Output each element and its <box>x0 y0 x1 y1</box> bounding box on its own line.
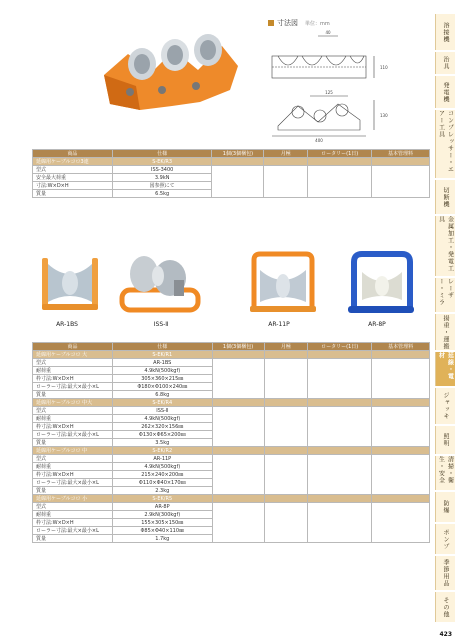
row-label: 枠寸法:W×D×H <box>33 471 113 479</box>
row-value: Φ180×Φ100×240㎜ <box>112 383 212 391</box>
row-label: ローラー寸法:最大×最小×L <box>33 527 113 535</box>
row-label: 質量 <box>33 487 113 495</box>
row-value: 4.9kN(500kgf) <box>112 367 212 375</box>
product-label-ar-1bs: AR-1BS <box>56 321 78 328</box>
triple-roller-spec-table <box>32 149 430 198</box>
dim-40: 40 <box>325 30 331 35</box>
row-label: ローラー寸法:最大×最小×L <box>33 431 113 439</box>
dimension-unit: 単位：mm <box>305 20 330 27</box>
row-value: 4.9kN(500kgf) <box>112 415 212 423</box>
section-code: S-EK/R2 <box>112 447 212 455</box>
row-label: 安全最大荷重 <box>33 174 113 182</box>
row-label: 質量 <box>33 391 113 399</box>
tab-lighting[interactable]: 照明 <box>435 426 455 454</box>
page-number: 423 <box>439 631 452 638</box>
tab-compressor[interactable]: コンプレッサー・エアー工具 <box>435 110 455 178</box>
tab-other[interactable]: その他 <box>435 592 455 622</box>
table-row <box>33 359 430 367</box>
row-label: 型式 <box>33 503 113 511</box>
tab-welding[interactable]: 溶接機 <box>435 14 455 50</box>
table-header-row <box>33 343 430 351</box>
dim-110: 110 <box>380 65 388 70</box>
section-row <box>33 158 430 166</box>
row-value: AR-11P <box>112 455 212 463</box>
tab-jack[interactable]: ジャッキ <box>435 388 455 424</box>
section-row <box>33 495 430 503</box>
header-cell: 1個(3個梱包) <box>212 343 264 351</box>
header-cell: 仕様 <box>112 343 212 351</box>
row-label: 型式 <box>33 359 113 367</box>
tab-seasonal[interactable]: 季節用品 <box>435 556 455 590</box>
tab-generator[interactable]: 発電機 <box>435 76 455 108</box>
section-code: S-EK/R4 <box>112 399 212 407</box>
tab-pump[interactable]: ポンプ <box>435 524 455 554</box>
tab-cutter[interactable]: 切断機 <box>435 180 455 214</box>
row-value: 6.8kg <box>112 391 212 399</box>
row-value: Φ85×Φ40×110㎜ <box>112 527 212 535</box>
dim-400: 400 <box>315 138 323 143</box>
row-value: Φ130×Φ65×200㎜ <box>112 431 212 439</box>
section-code: S-EK/R3 <box>112 158 212 166</box>
tab-metalwork[interactable]: 金属加工・発電工具 <box>435 216 455 276</box>
ar-11p-photo <box>246 250 320 318</box>
table-header-row <box>33 150 430 158</box>
cable-roller-spec-table <box>32 342 430 543</box>
product-label-ar-11p: AR-11P <box>268 321 290 328</box>
row-label: 耐荷重 <box>33 511 113 519</box>
row-value: 4.9kN(500kgf) <box>112 463 212 471</box>
row-value: 262×320×156㎜ <box>112 423 212 431</box>
row-label: 型式 <box>33 407 113 415</box>
row-label: 寸法:W×D×H <box>33 182 113 190</box>
row-value: 215×240×200㎜ <box>112 471 212 479</box>
tab-explosion-proof[interactable]: 防爆 <box>435 492 455 522</box>
row-label: 質量 <box>33 535 113 543</box>
section-row <box>33 351 430 359</box>
row-label: 型式 <box>33 455 113 463</box>
row-value: 155×305×150㎜ <box>112 519 212 527</box>
product-label-iss-ii: ISS-Ⅱ <box>153 321 169 328</box>
tab-laser[interactable]: レーザー・ミラ <box>435 278 455 312</box>
row-value: 1.7kg <box>112 535 212 543</box>
table-row <box>33 455 430 463</box>
header-cell: 1個(3個梱包) <box>212 150 264 158</box>
row-label: 耐荷重 <box>33 463 113 471</box>
row-value: 図参照にて <box>112 182 212 190</box>
section-row <box>33 447 430 455</box>
row-label: 枠寸法:W×D×H <box>33 519 113 527</box>
row-label: ローラー寸法:最大×最小×L <box>33 383 113 391</box>
iss-ii-photo <box>114 250 204 316</box>
header-cell: ロータリー(1日) <box>308 343 372 351</box>
dim-130: 130 <box>380 113 388 118</box>
row-value: ISS-Ⅱ <box>112 407 212 415</box>
section-name: 延線用ケーブルコロ 大 <box>33 351 113 359</box>
product-label-ar-8p: AR-8P <box>368 321 386 328</box>
ar-1bs-photo <box>36 250 104 316</box>
row-label: 型式 <box>33 166 113 174</box>
dimension-drawing <box>262 26 392 144</box>
row-value: 305×360×215㎜ <box>112 375 212 383</box>
row-label: 耐荷重 <box>33 367 113 375</box>
row-label: 質量 <box>33 439 113 447</box>
row-value: AR-8P <box>112 503 212 511</box>
tab-cleaning[interactable]: 清掃・衛生・安全 <box>435 456 455 490</box>
header-cell: 基本管理料 <box>372 150 430 158</box>
row-value: 6.5kg <box>112 190 212 198</box>
section-row <box>33 399 430 407</box>
header-cell: 月極 <box>264 343 308 351</box>
tab-jig[interactable]: 治具 <box>435 52 455 74</box>
tab-cable-electric[interactable]: 延線・電材 <box>435 352 455 386</box>
row-label: 枠寸法:W×D×H <box>33 423 113 431</box>
header-cell: 商品 <box>33 343 113 351</box>
row-value: Φ110×Φ40×170㎜ <box>112 479 212 487</box>
header-cell: 月極 <box>264 150 308 158</box>
section-name: 延線用ケーブルコロ 小 <box>33 495 113 503</box>
dim-125: 125 <box>325 90 333 95</box>
section-code: S-EK/R5 <box>112 495 212 503</box>
row-value: 2.9kN(300kgf) <box>112 511 212 519</box>
row-value: 2.3kg <box>112 487 212 495</box>
row-value: 3.5kg <box>112 439 212 447</box>
row-value: 3.9kN <box>112 174 212 182</box>
row-label: 枠寸法:W×D×H <box>33 375 113 383</box>
dimension-title-text: 寸法図 <box>277 19 298 27</box>
section-name: 延線用ケーブルコロ 中 <box>33 447 113 455</box>
row-value: AR-1BS <box>112 359 212 367</box>
row-label: ローラー寸法:最大×最小×L <box>33 479 113 487</box>
row-label: 耐荷重 <box>33 415 113 423</box>
ar-8p-photo <box>344 250 418 318</box>
tab-lifting[interactable]: 揚重・運搬 <box>435 314 455 350</box>
header-cell: 基本管理料 <box>372 343 430 351</box>
table-row <box>33 503 430 511</box>
row-value: ISS-3400 <box>112 166 212 174</box>
header-cell: ロータリー(1日) <box>308 150 372 158</box>
header-cell: 商品 <box>33 150 113 158</box>
section-name: 延線用ケーブルコロ 中大 <box>33 399 113 407</box>
header-cell: 仕様 <box>112 150 212 158</box>
section-name: 延線用ケーブルコロ3連 <box>33 158 113 166</box>
row-label: 質量 <box>33 190 113 198</box>
triple-roller-photo <box>100 20 240 115</box>
table-row <box>33 407 430 415</box>
section-code: S-EK/R1 <box>112 351 212 359</box>
category-index-tabs <box>435 14 455 624</box>
table-row <box>33 166 430 174</box>
